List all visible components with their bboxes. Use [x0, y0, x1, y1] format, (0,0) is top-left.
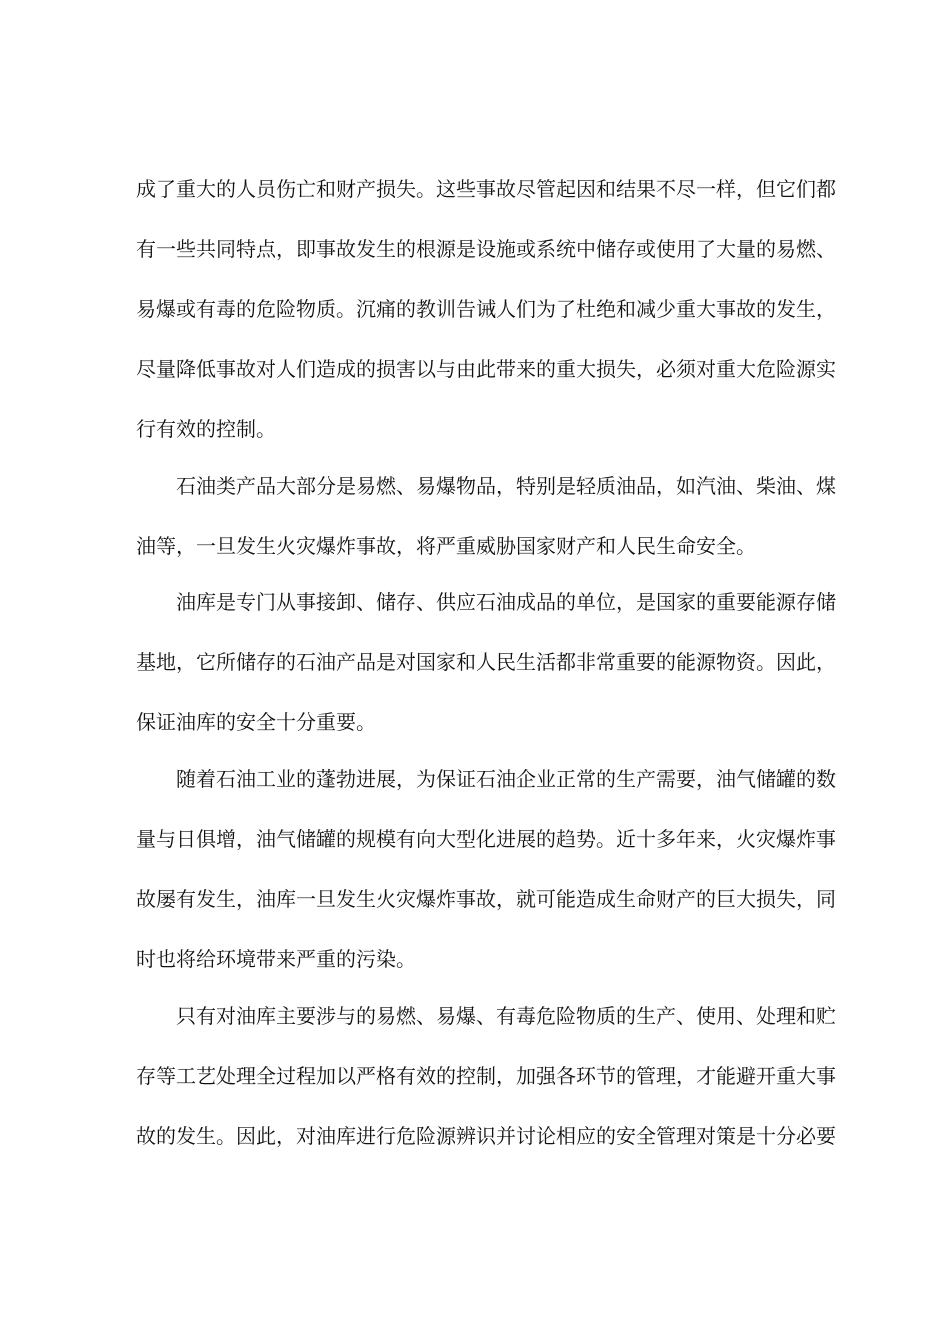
paragraph-line: 尽量降低事故对人们造成的损害以与由此带来的重大损失，必须对重大危险源实	[136, 357, 836, 381]
paragraph-line: 只有对油库主要涉与的易燃、易爆、有毒危险物质的生产、使用、处理和贮	[176, 1004, 836, 1028]
paragraph-line: 故屡有发生，油库一旦发生火灾爆炸事故，就可能造成生命财产的巨大损失，同	[136, 887, 836, 911]
paragraph-line: 基地，它所储存的石油产品是对国家和人民生活都非常重要的能源物资。因此，	[136, 650, 836, 674]
paragraph-line: 随着石油工业的蓬勃进展，为保证石油企业正常的生产需要，油气储罐的数	[176, 767, 836, 791]
paragraph-line: 油库是专门从事接卸、储存、供应石油成品的单位，是国家的重要能源存储	[176, 590, 836, 614]
paragraph-line: 保证油库的安全十分重要。	[136, 710, 376, 734]
paragraph-line: 时也将给环境带来严重的污染。	[136, 947, 416, 971]
paragraph-line: 石油类产品大部分是易燃、易爆物品，特别是轻质油品，如汽油、柴油、煤	[176, 474, 836, 498]
paragraph-line: 存等工艺处理全过程加以严格有效的控制，加强各环节的管理，才能避开重大事	[136, 1064, 836, 1088]
paragraph-line: 量与日俱增，油气储罐的规模有向大型化进展的趋势。近十多年来，火灾爆炸事	[136, 827, 836, 851]
paragraph-line: 油等，一旦发生火灾爆炸事故，将严重威胁国家财产和人民生命安全。	[136, 534, 756, 558]
paragraph-line: 故的发生。因此，对油库进行危险源辨识并讨论相应的安全管理对策是十分必要	[136, 1124, 836, 1148]
paragraph-line: 有一些共同特点，即事故发生的根源是设施或系统中储存或使用了大量的易燃、	[136, 237, 836, 261]
paragraph-line: 行有效的控制。	[136, 417, 276, 441]
paragraph-line: 成了重大的人员伤亡和财产损失。这些事故尽管起因和结果不尽一样，但它们都	[136, 177, 836, 201]
paragraph-line: 易爆或有毒的危险物质。沉痛的教训告诫人们为了杜绝和减少重大事故的发生，	[136, 297, 836, 321]
